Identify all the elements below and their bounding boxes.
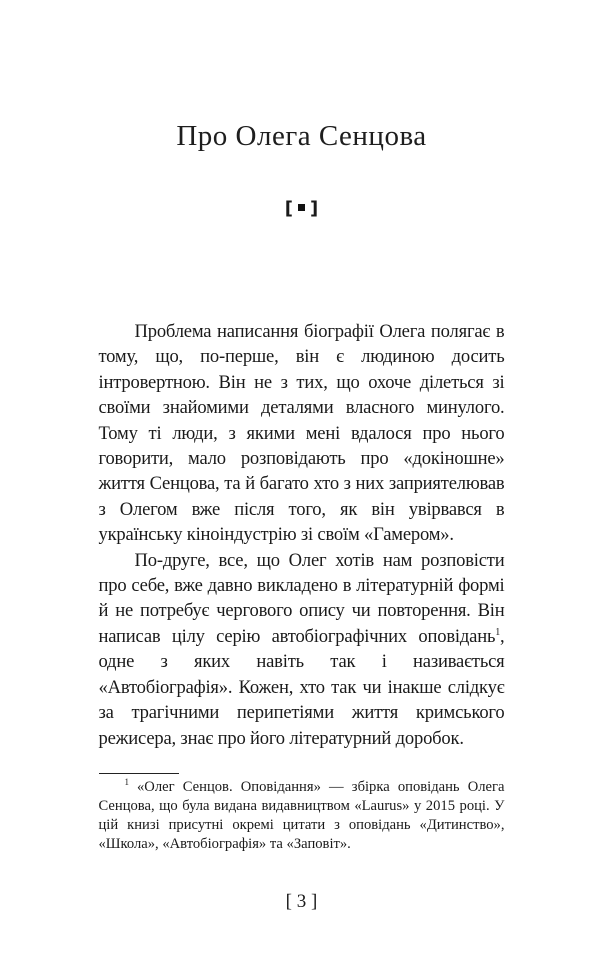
ornament-bracket-left: [ [284,198,293,219]
paragraph-2-text-cont: , одне з яких навіть так і називається «Автобіографія». Кожен, хто так чи інакше слідкує за трагічними перипетіями життя кримського режисера, знає про його літературний доробок. [98,625,505,749]
paragraph-2 [99,548,505,751]
ornament-bracket-right: ] [310,198,319,219]
square-ornament-icon [298,204,305,211]
chapter-ornament [99,198,505,220]
footnote-number: 1 [124,777,129,788]
body-text [99,319,505,751]
footnote-divider [99,773,179,774]
page-number: [ 3 ] [285,890,318,912]
footnote-text: «Олег Сенцов. Оповідання» — збірка оповідань Олега Сенцова, що була видана видавництвом «Laurus» у 2015 році. У цій книзі присутні окремі цитати з оповідань «Дитинство», «Школа», «Автобіографія» та «Заповіт». [98,778,505,852]
page [96,0,505,954]
chapter-title: Про Олега Сенцова [176,120,427,152]
paragraph-1: Проблема написання біографії Олега полягає в тому, що, по-перше, він є людиною досить інтровертною. Він не з тих, що охоче ділеться зі своїми знайомими деталями власного минулого. Тому ті люди, з якими мені вдалося про нього говорити, мало розповідають про «докіношне» життя Сенцова, та й багато хто з них заприятелював з Олегом вже після того, як він увірвався в українську кіноіндустрію зі своїм «Гамером». [98,321,505,546]
paragraph-2-text: По-друге, все, що Олег хотів нам розповісти про себе, вже давно викладено в літературній формі й не потребує чергового опису чи повторення. Він написав цілу серію автобіографічних оповідань [98,549,505,647]
footnote-reference[interactable]: 1 [495,626,501,638]
footnote [99,778,505,854]
